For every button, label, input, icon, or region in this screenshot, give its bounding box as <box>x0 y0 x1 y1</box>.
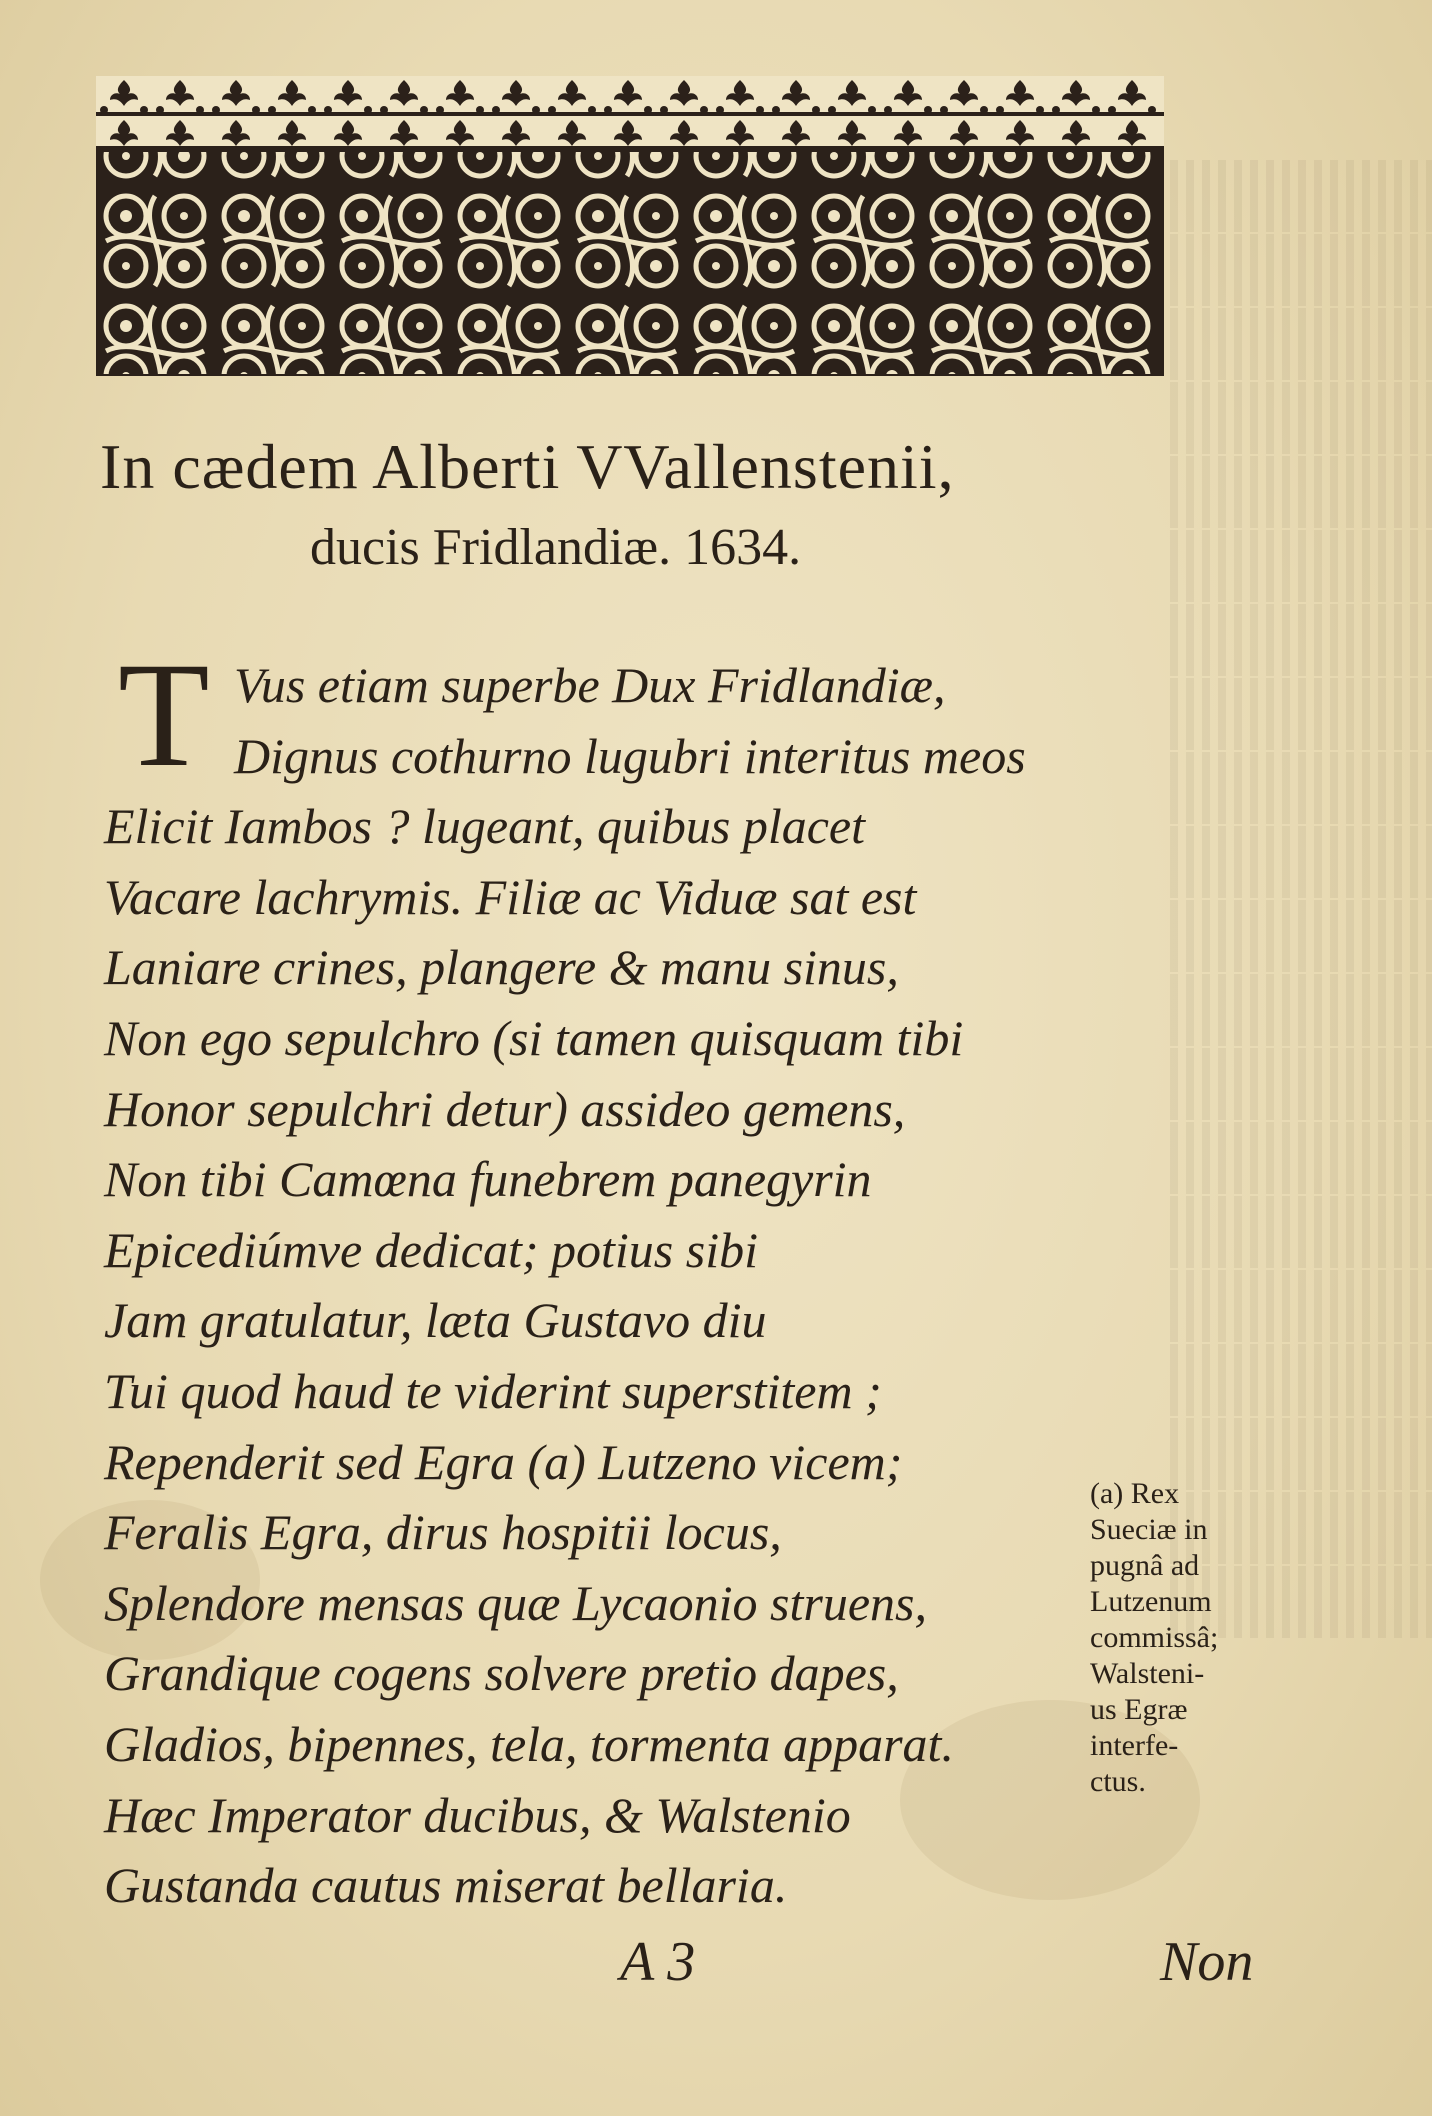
page-subtitle: ducis Fridlandiæ. 1634. <box>310 519 802 576</box>
verse-line: Dignus cothurno lugubri interitus meos <box>234 727 1026 784</box>
verse-line: Vus etiam superbe Dux Fridlandiæ, <box>234 657 946 713</box>
verse-line: Gladios, bipennes, tela, tormenta apparat. <box>104 1715 954 1772</box>
verse-body <box>104 650 1064 1921</box>
margin-note-line: (a) Rex <box>1090 1477 1180 1510</box>
verse-line: Epicediúmve dedicat; potius sibi <box>104 1221 759 1278</box>
margin-note-line: Lutzenum <box>1090 1585 1212 1618</box>
verse-line: Hæc Imperator ducibus, & Walstenio <box>104 1786 851 1843</box>
verse-line: Jam gratulatur, læta Gustavo diu <box>104 1292 767 1349</box>
verse-line: Laniare crines, plangere & manu sinus, <box>104 939 899 996</box>
page-title: In cædem Alberti VVallenstenii, <box>100 431 955 502</box>
verse-line: Grandique cogens solvere pretio dapes, <box>104 1645 899 1702</box>
verse-line: Rependerit sed Egra (a) Lutzeno vicem; <box>104 1433 903 1490</box>
drop-cap: T <box>118 632 210 798</box>
ornamental-headpiece <box>96 76 1164 376</box>
verse-line: Splendore mensas quæ Lycaonio struens, <box>104 1574 927 1631</box>
verse-line: Feralis Egra, dirus hospitii locus, <box>104 1504 782 1561</box>
verse-line: Non ego sepulchro (si tamen quisquam tibi <box>104 1009 964 1066</box>
margin-note-line: commissâ; <box>1090 1621 1219 1654</box>
verse-line: Non tibi Camœna funebrem panegyrin <box>104 1151 872 1208</box>
verse-line: Elicit Iambos ? lugeant, quibus placet <box>104 798 866 855</box>
signature-mark: A 3 <box>620 1931 696 1993</box>
margin-note-line: pugnâ ad <box>1090 1549 1200 1582</box>
verse-line: Gustanda cautus miserat bellaria. <box>104 1857 788 1914</box>
verse-line: Vacare lachrymis. Filiæ ac Viduæ sat est <box>104 868 917 925</box>
margin-note-line: ctus. <box>1090 1765 1146 1798</box>
verse-line: Honor sepulchri detur) assideo gemens, <box>104 1080 906 1137</box>
margin-note-line: interfe- <box>1090 1729 1179 1762</box>
verse-line: Tui quod haud te viderint superstitem ; <box>104 1362 882 1419</box>
margin-note <box>1090 1476 1270 1800</box>
margin-note-line: us Egræ <box>1090 1693 1188 1726</box>
margin-note-line: Sueciæ in <box>1090 1513 1208 1546</box>
margin-note-line: Walsteni- <box>1090 1657 1205 1690</box>
catchword: Non <box>1160 1931 1254 1993</box>
